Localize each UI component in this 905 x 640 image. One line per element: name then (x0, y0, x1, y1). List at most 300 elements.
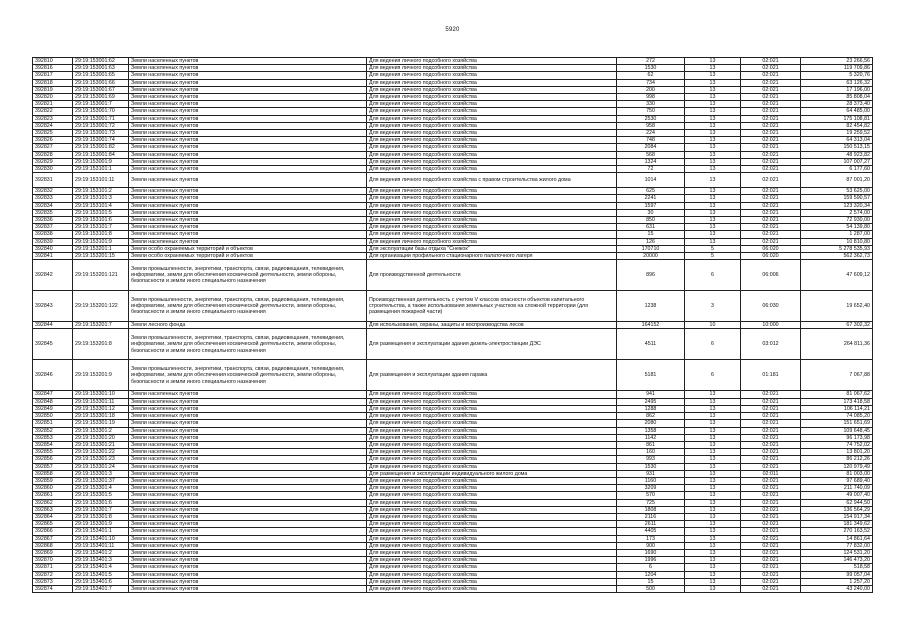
cadastral-value-cell: 43 240,00 (801, 585, 873, 592)
row-id-cell: 392819 (33, 86, 73, 93)
permitted-use-cell: Для ведения личного подсобного хозяйства (367, 564, 617, 571)
use-code-cell: 02:021 (741, 166, 801, 173)
use-code-cell: 02:021 (741, 115, 801, 122)
cadastral-number-cell: 29:19:153301:8 (73, 513, 129, 520)
cadastral-number-cell: 29:19:153401:4 (73, 564, 129, 571)
table-row (33, 492, 873, 499)
land-category-cell: Земли населенных пунктов (129, 513, 367, 520)
cadastral-number-cell: 29:19:153101:11 (73, 173, 129, 188)
table-row (33, 202, 873, 209)
use-code-cell: 02:021 (741, 434, 801, 441)
land-category-cell: Земли населенных пунктов (129, 477, 367, 484)
table-row (33, 470, 873, 477)
land-category-cell: Земли населенных пунктов (129, 79, 367, 86)
use-code-cell: 02:021 (741, 122, 801, 129)
group-cell: 13 (685, 420, 741, 427)
permitted-use-cell: Для производственной деятельности (367, 260, 617, 291)
permitted-use-cell: Для ведения личного подсобного хозяйства с правом строительства жилого дома (367, 173, 617, 188)
group-cell: 13 (685, 463, 741, 470)
use-code-cell: 02:021 (741, 151, 801, 158)
area-cell: 2530 (617, 115, 685, 122)
permitted-use-cell: Для ведения личного подсобного хозяйства (367, 585, 617, 592)
group-cell: 13 (685, 58, 741, 65)
permitted-use-cell: Для ведения личного подсобного хозяйства (367, 238, 617, 245)
permitted-use-cell: Для ведения личного подсобного хозяйства (367, 209, 617, 216)
use-code-cell: 02:021 (741, 405, 801, 412)
row-id-cell: 392869 (33, 549, 73, 556)
area-cell: 200 (617, 86, 685, 93)
group-cell: 13 (685, 238, 741, 245)
group-cell: 5 (685, 253, 741, 260)
cadastral-number-cell: 29:19:153001:82 (73, 144, 129, 151)
use-code-cell: 02:021 (741, 427, 801, 434)
row-id-cell: 392861 (33, 492, 73, 499)
cadastral-number-cell: 29:19:153301:6 (73, 499, 129, 506)
area-cell: 2080 (617, 420, 685, 427)
land-category-cell: Земли населенных пунктов (129, 188, 367, 195)
row-id-cell: 392844 (33, 322, 73, 329)
land-category-cell: Земли населенных пунктов (129, 492, 367, 499)
cadastral-value-cell: 72 930,00 (801, 217, 873, 224)
use-code-cell: 02:021 (741, 158, 801, 165)
table-row (33, 291, 873, 322)
table-row (33, 108, 873, 115)
group-cell: 13 (685, 144, 741, 151)
cadastral-value-cell: 109 648,45 (801, 427, 873, 434)
land-category-cell: Земли населенных пунктов (129, 427, 367, 434)
cadastral-number-cell: 29:19:153001:72 (73, 122, 129, 129)
table-row (33, 434, 873, 441)
use-code-cell: 02:011 (741, 470, 801, 477)
table-row (33, 322, 873, 329)
table-row (33, 79, 873, 86)
permitted-use-cell: Для ведения личного подсобного хозяйства (367, 549, 617, 556)
use-code-cell: 02:021 (741, 173, 801, 188)
table-row (33, 158, 873, 165)
row-id-cell: 392855 (33, 449, 73, 456)
table-row (33, 101, 873, 108)
cadastral-value-cell: 87 001,20 (801, 173, 873, 188)
area-cell: 170710 (617, 245, 685, 252)
land-category-cell: Земли лесного фонда (129, 322, 367, 329)
use-code-cell: 02:021 (741, 542, 801, 549)
row-id-cell: 392818 (33, 79, 73, 86)
land-category-cell: Земли населенных пунктов (129, 456, 367, 463)
group-cell: 13 (685, 398, 741, 405)
row-id-cell: 392837 (33, 224, 73, 231)
land-category-cell: Земли населенных пунктов (129, 542, 367, 549)
permitted-use-cell: Для использования, охраны, защиты и воспроизводства лесов (367, 322, 617, 329)
cadastral-number-cell: 29:19:153001:69 (73, 94, 129, 101)
area-cell: 5181 (617, 360, 685, 391)
row-id-cell: 392835 (33, 209, 73, 216)
land-category-cell: Земли населенных пунктов (129, 231, 367, 238)
cadastral-number-cell: 29:19:153101:8 (73, 231, 129, 238)
table-row (33, 260, 873, 291)
cadastral-value-cell: 5 320,76 (801, 72, 873, 79)
cadastral-value-cell: 97 689,40 (801, 477, 873, 484)
land-category-cell: Земли населенных пунктов (129, 413, 367, 420)
cadastral-number-cell: 29:19:153001:62 (73, 58, 129, 65)
group-cell: 13 (685, 217, 741, 224)
row-id-cell: 392810 (33, 58, 73, 65)
group-cell: 13 (685, 151, 741, 158)
area-cell: 1996 (617, 557, 685, 564)
cadastral-number-cell: 29:19:153001:9 (73, 158, 129, 165)
cadastral-number-cell: 29:19:153401:11 (73, 542, 129, 549)
use-code-cell: 02:021 (741, 485, 801, 492)
table-row (33, 485, 873, 492)
use-code-cell: 02:021 (741, 79, 801, 86)
table-row (33, 122, 873, 129)
permitted-use-cell: Для ведения личного подсобного хозяйства (367, 405, 617, 412)
permitted-use-cell: Для ведения личного подсобного хозяйства (367, 492, 617, 499)
group-cell: 13 (685, 477, 741, 484)
permitted-use-cell: Для размещения и эксплуатации здания гаража (367, 360, 617, 391)
table-row (33, 413, 873, 420)
area-cell: 2495 (617, 398, 685, 405)
land-category-cell: Земли населенных пунктов (129, 528, 367, 535)
permitted-use-cell: Для ведения личного подсобного хозяйства (367, 413, 617, 420)
use-code-cell: 02:021 (741, 202, 801, 209)
cadastral-number-cell: 29:19:153301:4 (73, 485, 129, 492)
land-category-cell: Земли промышленности, энергетики, транспорта, связи, радиовещания, телевидения, информатики, земли для обеспечения космической деятельности, земли обороны, безопасности и земли иного специального назначения (129, 360, 367, 391)
group-cell: 13 (685, 542, 741, 549)
cadastral-value-cell: 62 944,50 (801, 499, 873, 506)
table-row (33, 86, 873, 93)
area-cell: 750 (617, 108, 685, 115)
row-id-cell: 392846 (33, 360, 73, 391)
use-code-cell: 02:021 (741, 535, 801, 542)
table-row (33, 427, 873, 434)
table-row (33, 209, 873, 216)
cadastral-number-cell: 29:19:153101:4 (73, 202, 129, 209)
area-cell: 1142 (617, 434, 685, 441)
land-category-cell: Земли населенных пунктов (129, 158, 367, 165)
cadastral-number-cell: 29:19:153401:2 (73, 549, 129, 556)
area-cell: 2084 (617, 144, 685, 151)
cadastral-number-cell: 29:19:153101:5 (73, 209, 129, 216)
group-cell: 13 (685, 506, 741, 513)
table-row (33, 245, 873, 252)
row-id-cell: 392848 (33, 398, 73, 405)
use-code-cell: 02:021 (741, 130, 801, 137)
cadastral-value-cell: 19 259,52 (801, 130, 873, 137)
permitted-use-cell: Для ведения личного подсобного хозяйства (367, 94, 617, 101)
table-row (33, 188, 873, 195)
cadastral-number-cell: 29:19:153201:8 (73, 329, 129, 360)
area-cell: 6 (617, 564, 685, 571)
row-id-cell: 392817 (33, 72, 73, 79)
cadastral-value-cell: 119 709,86 (801, 65, 873, 72)
land-category-cell: Земли населенных пунктов (129, 202, 367, 209)
use-code-cell: 02:021 (741, 585, 801, 592)
row-id-cell: 392829 (33, 158, 73, 165)
table-row (33, 329, 873, 360)
cadastral-number-cell: 29:19:153101:2 (73, 188, 129, 195)
land-category-cell: Земли населенных пунктов (129, 86, 367, 93)
table-row (33, 528, 873, 535)
land-category-cell: Земли населенных пунктов (129, 405, 367, 412)
group-cell: 13 (685, 564, 741, 571)
permitted-use-cell: Для ведения личного подсобного хозяйства (367, 463, 617, 470)
use-code-cell: 02:021 (741, 549, 801, 556)
land-category-cell: Земли особо охраняемых территорий и объектов (129, 245, 367, 252)
row-id-cell: 392859 (33, 477, 73, 484)
row-id-cell: 392839 (33, 238, 73, 245)
table-row (33, 253, 873, 260)
permitted-use-cell: Для ведения личного подсобного хозяйства (367, 513, 617, 520)
row-id-cell: 392823 (33, 115, 73, 122)
area-cell: 1690 (617, 549, 685, 556)
use-code-cell: 10:000 (741, 322, 801, 329)
cadastral-value-cell: 120 979,49 (801, 463, 873, 470)
area-cell: 72 (617, 166, 685, 173)
cadastral-number-cell: 29:19:153001:66 (73, 79, 129, 86)
area-cell: 160 (617, 449, 685, 456)
land-category-cell: Земли населенных пунктов (129, 94, 367, 101)
permitted-use-cell: Для ведения личного подсобного хозяйства (367, 151, 617, 158)
table-row (33, 115, 873, 122)
cadastral-value-cell: 270 163,52 (801, 528, 873, 535)
group-cell: 6 (685, 260, 741, 291)
table-row (33, 195, 873, 202)
cadastral-value-cell: 173 418,58 (801, 398, 873, 405)
cadastral-value-cell: 264 811,36 (801, 329, 873, 360)
cadastral-value-cell: 107 007,27 (801, 158, 873, 165)
cadastral-number-cell: 29:19:153301:22 (73, 449, 129, 456)
use-code-cell: 02:021 (741, 521, 801, 528)
land-category-cell: Земли населенных пунктов (129, 238, 367, 245)
cadastral-value-cell: 211 740,09 (801, 485, 873, 492)
row-id-cell: 392849 (33, 405, 73, 412)
table-row (33, 513, 873, 520)
area-cell: 3209 (617, 485, 685, 492)
permitted-use-cell: Для ведения личного подсобного хозяйства (367, 166, 617, 173)
group-cell: 10 (685, 322, 741, 329)
permitted-use-cell: Для ведения личного подсобного хозяйства (367, 391, 617, 398)
area-cell: 15 (617, 578, 685, 585)
land-category-cell: Земли населенных пунктов (129, 137, 367, 144)
group-cell: 13 (685, 188, 741, 195)
cadastral-value-cell: 181 349,62 (801, 521, 873, 528)
permitted-use-cell: Для ведения личного подсобного хозяйства (367, 137, 617, 144)
use-code-cell: 02:021 (741, 209, 801, 216)
area-cell: 2116 (617, 513, 685, 520)
cadastral-number-cell: 29:19:153001:63 (73, 65, 129, 72)
land-category-cell: Земли особо охраняемых территорий и объектов (129, 253, 367, 260)
row-id-cell: 392845 (33, 329, 73, 360)
use-code-cell: 02:021 (741, 441, 801, 448)
cadastral-number-cell: 29:19:153101:3 (73, 195, 129, 202)
group-cell: 13 (685, 549, 741, 556)
permitted-use-cell: Производственная деятельность с учетом V классов опасности объектов капитального строительства, а также использования земельных участков на сложной территории (для размещения пожарной части) (367, 291, 617, 322)
area-cell: 625 (617, 188, 685, 195)
land-category-cell: Земли населенных пунктов (129, 115, 367, 122)
cadastral-value-cell: 6 177,60 (801, 166, 873, 173)
permitted-use-cell: Для ведения личного подсобного хозяйства (367, 130, 617, 137)
area-cell: 993 (617, 456, 685, 463)
area-cell: 500 (617, 585, 685, 592)
area-cell: 998 (617, 94, 685, 101)
land-category-cell: Земли населенных пунктов (129, 108, 367, 115)
cadastral-number-cell: 29:19:153001:70 (73, 108, 129, 115)
cadastral-number-cell: 29:19:153001:7 (73, 101, 129, 108)
area-cell: 748 (617, 137, 685, 144)
row-id-cell: 392854 (33, 441, 73, 448)
row-id-cell: 392834 (33, 202, 73, 209)
group-cell: 13 (685, 166, 741, 173)
use-code-cell: 02:021 (741, 449, 801, 456)
group-cell: 13 (685, 578, 741, 585)
use-code-cell: 06:006 (741, 260, 801, 291)
table-row (33, 571, 873, 578)
table-row (33, 405, 873, 412)
row-id-cell: 392840 (33, 245, 73, 252)
group-cell: 13 (685, 470, 741, 477)
use-code-cell: 02:021 (741, 578, 801, 585)
use-code-cell: 02:021 (741, 557, 801, 564)
group-cell: 13 (685, 195, 741, 202)
use-code-cell: 02:021 (741, 420, 801, 427)
permitted-use-cell: Для ведения личного подсобного хозяйства (367, 477, 617, 484)
table-row (33, 360, 873, 391)
cadastral-value-cell: 13 801,20 (801, 449, 873, 456)
area-cell: 164152 (617, 322, 685, 329)
row-id-cell: 392862 (33, 499, 73, 506)
cadastral-value-cell: 106 114,21 (801, 405, 873, 412)
permitted-use-cell: Для ведения личного подсобного хозяйства (367, 195, 617, 202)
permitted-use-cell: Для ведения личного подсобного хозяйства (367, 72, 617, 79)
area-cell: 2241 (617, 195, 685, 202)
group-cell: 13 (685, 427, 741, 434)
use-code-cell: 02:021 (741, 72, 801, 79)
cadastral-value-cell: 85 808,04 (801, 94, 873, 101)
area-cell: 272 (617, 58, 685, 65)
permitted-use-cell: Для ведения личного подсобного хозяйства (367, 108, 617, 115)
land-category-cell: Земли населенных пунктов (129, 499, 367, 506)
area-cell: 862 (617, 413, 685, 420)
cadastral-number-cell: 29:19:153001:74 (73, 137, 129, 144)
land-category-cell: Земли населенных пунктов (129, 398, 367, 405)
row-id-cell: 392856 (33, 456, 73, 463)
table-row (33, 144, 873, 151)
cadastral-value-cell: 49 007,40 (801, 492, 873, 499)
permitted-use-cell: Для ведения личного подсобного хозяйства (367, 506, 617, 513)
land-category-cell: Земли населенных пунктов (129, 65, 367, 72)
cadastral-number-cell: 29:19:153101:1 (73, 166, 129, 173)
use-code-cell: 02:021 (741, 463, 801, 470)
row-id-cell: 392860 (33, 485, 73, 492)
cadastral-value-cell: 19 652,40 (801, 291, 873, 322)
area-cell: 896 (617, 260, 685, 291)
permitted-use-cell: Для ведения личного подсобного хозяйства (367, 427, 617, 434)
land-category-cell: Земли населенных пунктов (129, 441, 367, 448)
cadastral-number-cell: 29:19:153001:73 (73, 130, 129, 137)
permitted-use-cell: Для ведения личного подсобного хозяйства (367, 122, 617, 129)
use-code-cell: 02:021 (741, 398, 801, 405)
cadastral-number-cell: 29:19:153001:84 (73, 151, 129, 158)
row-id-cell: 392832 (33, 188, 73, 195)
use-code-cell: 02:021 (741, 513, 801, 520)
table-row (33, 224, 873, 231)
cadastral-number-cell: 29:19:153301:7 (73, 506, 129, 513)
land-category-cell: Земли населенных пунктов (129, 521, 367, 528)
area-cell: 631 (617, 224, 685, 231)
cadastral-number-cell: 29:19:153301:20 (73, 434, 129, 441)
group-cell: 13 (685, 173, 741, 188)
group-cell: 6 (685, 360, 741, 391)
use-code-cell: 02:021 (741, 144, 801, 151)
cadastral-number-cell: 29:19:153201:7 (73, 322, 129, 329)
land-category-cell: Земли населенных пунктов (129, 391, 367, 398)
table-row (33, 585, 873, 592)
cadastral-value-cell: 17 196,00 (801, 86, 873, 93)
cadastral-number-cell: 29:19:153101:6 (73, 217, 129, 224)
use-code-cell: 02:021 (741, 499, 801, 506)
permitted-use-cell: Для ведения личного подсобного хозяйства (367, 521, 617, 528)
land-category-cell: Земли населенных пунктов (129, 58, 367, 65)
cadastral-value-cell: 99 057,04 (801, 571, 873, 578)
use-code-cell: 02:021 (741, 86, 801, 93)
row-id-cell: 392872 (33, 571, 73, 578)
permitted-use-cell: Для ведения личного подсобного хозяйства (367, 188, 617, 195)
land-category-cell: Земли населенных пунктов (129, 130, 367, 137)
cadastral-value-cell: 53 625,00 (801, 188, 873, 195)
cadastral-value-cell: 81 067,62 (801, 391, 873, 398)
area-cell: 126 (617, 238, 685, 245)
area-cell: 173 (617, 535, 685, 542)
cadastral-value-cell: 81 003,00 (801, 470, 873, 477)
group-cell: 13 (685, 492, 741, 499)
group-cell: 13 (685, 122, 741, 129)
permitted-use-cell: Для ведения личного подсобного хозяйства (367, 101, 617, 108)
use-code-cell: 02:021 (741, 231, 801, 238)
cadastral-value-cell: 54 139,80 (801, 224, 873, 231)
table-row (33, 521, 873, 528)
cadastral-value-cell: 123 320,34 (801, 202, 873, 209)
cadastral-number-cell: 29:19:153301:9 (73, 521, 129, 528)
row-id-cell: 392821 (33, 101, 73, 108)
cadastral-value-cell: 48 923,82 (801, 151, 873, 158)
cadastral-number-cell: 29:19:153301:19 (73, 420, 129, 427)
permitted-use-cell: Для ведения личного подсобного хозяйства (367, 158, 617, 165)
row-id-cell: 392865 (33, 521, 73, 528)
area-cell: 1808 (617, 506, 685, 513)
cadastral-number-cell: 29:19:153301:2 (73, 427, 129, 434)
table-row (33, 173, 873, 188)
area-cell: 850 (617, 217, 685, 224)
cadastral-number-cell: 29:19:153301:5 (73, 492, 129, 499)
row-id-cell: 392866 (33, 528, 73, 535)
area-cell: 1204 (617, 571, 685, 578)
land-category-cell: Земли промышленности, энергетики, транспорта, связи, радиовещания, телевидения, информатики, земли для обеспечения космической деятельности, земли обороны, безопасности и земли иного специального назначения (129, 260, 367, 291)
group-cell: 6 (685, 329, 741, 360)
group-cell: 13 (685, 137, 741, 144)
use-code-cell: 06:030 (741, 291, 801, 322)
table-body (33, 58, 873, 593)
use-code-cell: 01:181 (741, 360, 801, 391)
row-id-cell: 392843 (33, 291, 73, 322)
land-category-cell: Земли населенных пунктов (129, 578, 367, 585)
row-id-cell: 392841 (33, 253, 73, 260)
table-row (33, 420, 873, 427)
cadastral-value-cell: 5 278 535,93 (801, 245, 873, 252)
group-cell: 13 (685, 391, 741, 398)
cadastral-value-cell: 1 287,00 (801, 231, 873, 238)
cadastral-value-cell: 96 173,98 (801, 434, 873, 441)
permitted-use-cell: Для эксплуатации базы отдыха "Снежок" (367, 245, 617, 252)
